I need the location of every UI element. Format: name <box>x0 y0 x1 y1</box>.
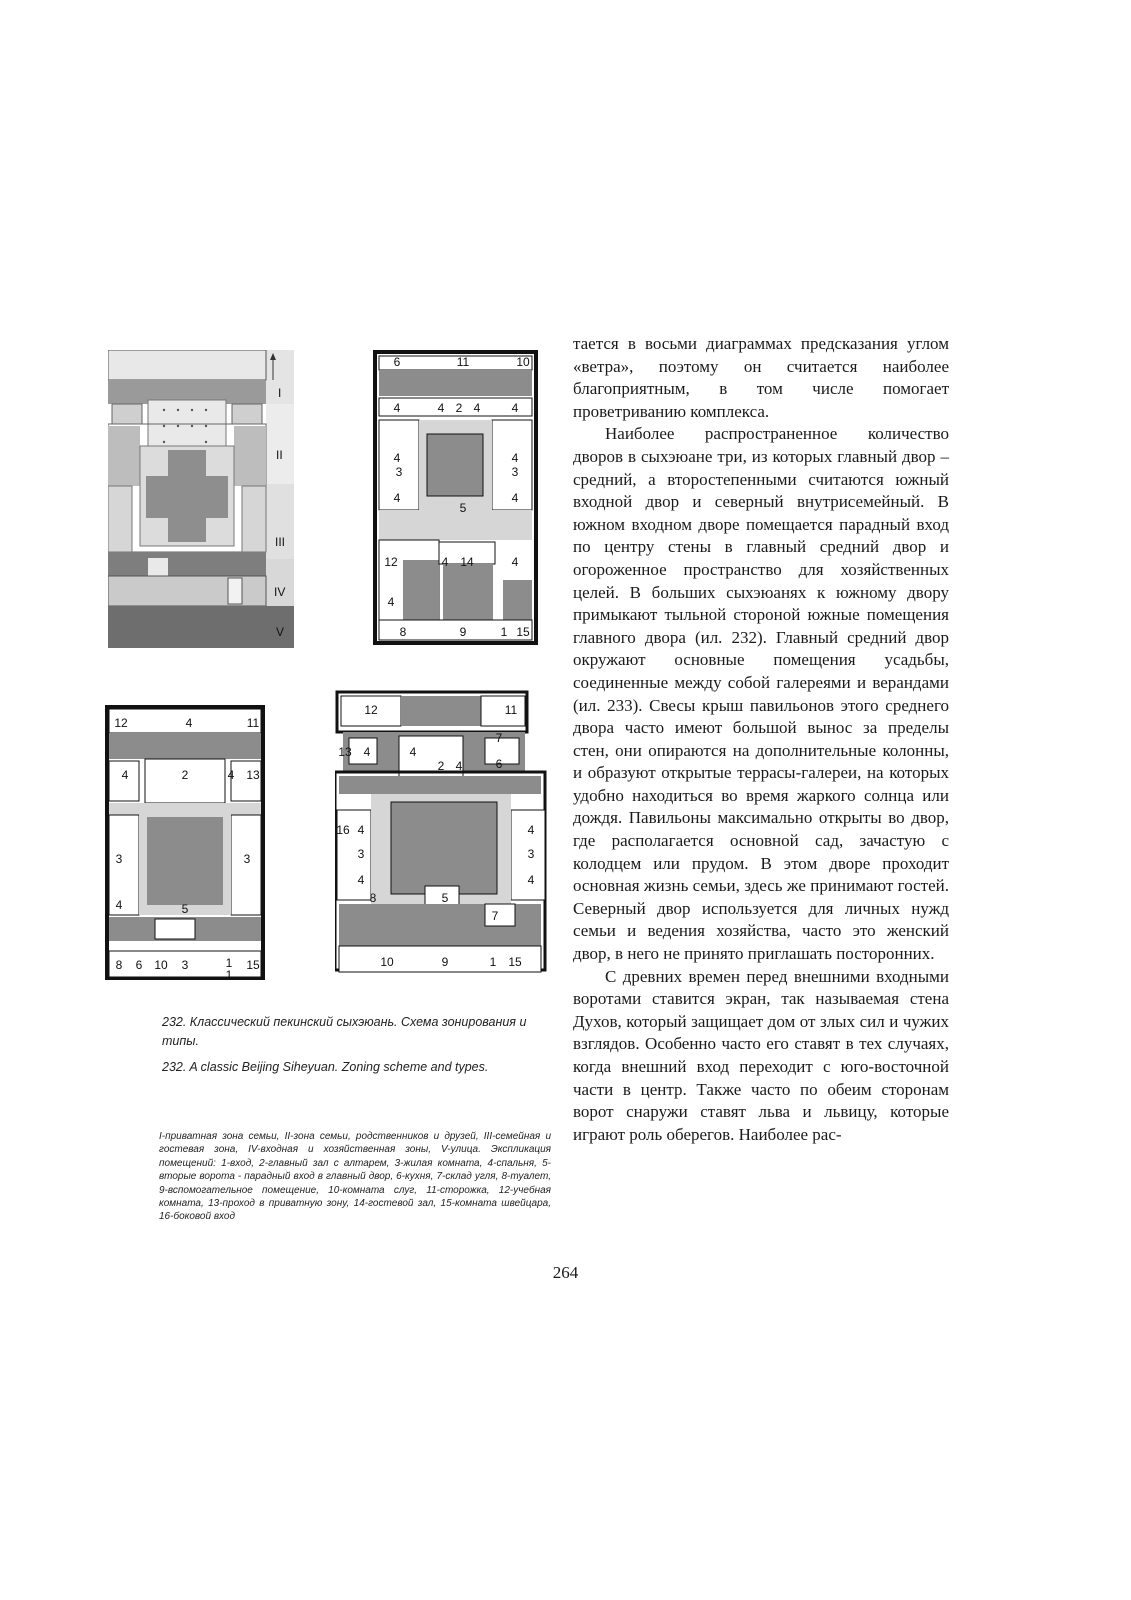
zone-label-4: IV <box>274 585 286 599</box>
plan-b-label: 2 <box>455 401 463 415</box>
plan-d-label: 4 <box>527 823 535 837</box>
plan-b-label: 4 <box>511 401 519 415</box>
plan-b-label: 4 <box>511 555 519 569</box>
plan-d-label: 9 <box>441 955 449 969</box>
plan-c-label: 3 <box>181 958 189 972</box>
paragraph-2: Наиболее распространенное количество дворов в сыхэюане три, из которых главный двор – средний, а второстепенными считаются южный входной двор и северный внутрисемейный. В южном входном дворе помещается парадный вход по центру стены в главный средний двор и огороженное пространство для хозяйственных целей. В больших сыхэюанях к южному двору примыкают тыльной стороной южные помещения главного двора (ил. 232). Главный средний двор окружают основные помещения усадьбы, соединенные между собой галереями и верандами (ил. 233). Свесы крыш павильонов этого среднего двора часто имеют большой вынос за пределы стен, они опираются на дополнительные колонны, и образуют открытые террасы-галереи, на которых удобно находиться во время жаркого солнца или дождя. Павильоны максимально открыты во двор, где располагается основной сад, зачастую с колодцем или прудом. В этом дворе проходит основная жизнь семьи, здесь же принимают гостей. Северный двор используется для личных нужд семьи и ведения хозяйства, часто это женский двор, в него не принято приглашать посторонних. <box>573 424 949 964</box>
plan-c-label: 3 <box>115 852 123 866</box>
plan-c-label: 3 <box>243 852 251 866</box>
plan-c-label: 1 <box>225 956 233 970</box>
plan-c-label: 15 <box>246 958 260 972</box>
plan-c-label: 4 <box>185 716 193 730</box>
plan-b-label: 9 <box>459 625 467 639</box>
plan-c-label: 4 <box>227 768 235 782</box>
plan-b-label: 11 <box>456 355 470 369</box>
plan-c-label: 8 <box>115 958 123 972</box>
plan-b-label: 4 <box>511 491 519 505</box>
plan-d-label: 4 <box>363 745 371 759</box>
plan-d-label: 12 <box>364 703 378 717</box>
plan-b-label: 4 <box>393 401 401 415</box>
plan-d-label: 4 <box>357 823 365 837</box>
plan-d-label: 4 <box>455 759 463 773</box>
plan-b-label: 4 <box>473 401 481 415</box>
zoning-scheme-figure <box>108 350 294 648</box>
plan-c-label: 11 <box>246 716 260 730</box>
plan-b-label: 4 <box>441 555 449 569</box>
plan-b-label: 12 <box>384 555 398 569</box>
plan-d-label: 3 <box>527 847 535 861</box>
zone-label-5: V <box>276 625 285 639</box>
plan-d-label: 13 <box>338 745 352 759</box>
plan-b-label: 15 <box>516 625 530 639</box>
zone-label-2: II <box>276 448 283 462</box>
plan-d-label: 5 <box>441 891 449 905</box>
body-text-column <box>573 333 949 1146</box>
plan-d-label: 10 <box>380 955 394 969</box>
plan-b-label: 8 <box>399 625 407 639</box>
plan-b-label: 4 <box>437 401 445 415</box>
plan-d-label: 11 <box>504 703 518 717</box>
figure-caption-en: 232. A classic Beijing Siheyuan. Zoning scheme and types. <box>162 1060 489 1074</box>
plan-d-label: 3 <box>357 847 365 861</box>
plan-d-label: 1 <box>489 955 497 969</box>
plan-b-label: 3 <box>395 465 403 479</box>
plan-b-label: 4 <box>393 451 401 465</box>
zone-label-3: III <box>275 535 286 549</box>
plan-c-label: 12 <box>114 716 128 730</box>
plan-c-label: 4 <box>115 898 123 912</box>
plan-b-label: 3 <box>511 465 519 479</box>
plan-d-label: 4 <box>527 873 535 887</box>
plan-c-label: 5 <box>181 902 189 916</box>
plan-c-label: 13 <box>246 768 260 782</box>
plan-c-label: 4 <box>121 768 129 782</box>
figure-legend: I-приватная зона семьи, II-зона семьи, родственников и друзей, III-семейная и гостевая зона, IV-входная и хозяйственная зоны, V-улица. Экспликация помещений: 1-вход, 2-главный зал с алтарем, 3-жилая комната, 4-спальня, 5-вторые ворота - парадный вход в главный двор, 6-кухня, 7-склад угля, 8-туалет, 9-вспомогательное помещение, 10-комната слуг, 11-сторожка, 12-учебная комната, 13-проход в приватную зону, 14-гостевой зал, 15-комната швейцара, 16-боковой вход <box>159 1131 551 1223</box>
plan-c-label: 1 <box>225 968 233 980</box>
plan-c-label: 6 <box>135 958 143 972</box>
plan-b-label: 6 <box>393 355 401 369</box>
plan-d-label: 15 <box>508 955 522 969</box>
plan-d-label: 7 <box>495 731 503 745</box>
plan-courtyard-c-figure <box>105 705 265 980</box>
plan-b-label: 14 <box>460 555 474 569</box>
plan-courtyard-d-figure <box>335 690 547 982</box>
plan-three-courtyards-figure <box>373 350 538 645</box>
page-number: 264 <box>552 1263 579 1282</box>
plan-b-label: 4 <box>393 491 401 505</box>
plan-d-label: 16 <box>336 823 350 837</box>
paragraph-3: С древних времен перед внешними входными воротами ставится экран, так называемая стена Духов, который защищает дом от злых сил и чужих взглядов. Особенно часто его ставят в тех случаях, когда внешний вход переходит с юго-восточной части в центр. Также часто по обеим сторонам ворот снаружи ставят льва и львицу, которые играют роль оберегов. Наиболее рас- <box>573 966 949 1144</box>
plan-d-label: 4 <box>409 745 417 759</box>
plan-d-label: 6 <box>495 757 503 771</box>
plan-d-label: 2 <box>437 759 445 773</box>
plan-d-label: 7 <box>491 909 499 923</box>
paragraph-1: тается в восьми диаграммах предсказания углом «ветра», поэтому он считается наиболее благоприятным, в том числе помогает проветриванию комплекса. <box>573 334 949 421</box>
plan-b-label: 5 <box>459 501 467 515</box>
plan-b-label: 1 <box>500 625 508 639</box>
plan-d-label: 4 <box>357 873 365 887</box>
plan-b-label: 4 <box>511 451 519 465</box>
plan-b-label: 4 <box>387 595 395 609</box>
plan-c-label: 10 <box>154 958 168 972</box>
zone-label-1: I <box>278 386 282 400</box>
plan-d-label: 8 <box>369 891 377 905</box>
plan-b-label: 10 <box>516 355 530 369</box>
figure-caption-ru: 232. Классический пекинский сыхэюань. Схема зонирования и типы. <box>162 1015 527 1048</box>
plan-c-label: 2 <box>181 768 189 782</box>
